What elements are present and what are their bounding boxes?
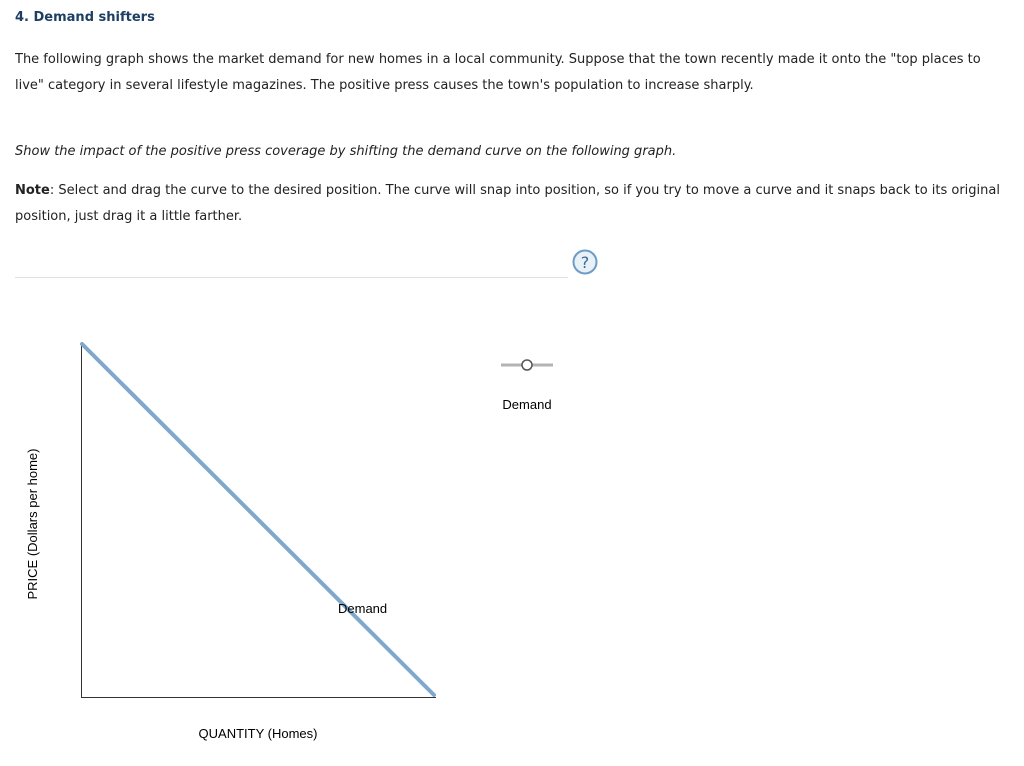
graph-area bbox=[0, 280, 620, 760]
x-axis-label: QUANTITY (Homes) bbox=[198, 726, 318, 741]
svg-text:?: ? bbox=[580, 253, 590, 272]
demand-tool-handle-icon bbox=[522, 360, 532, 370]
divider bbox=[15, 277, 568, 278]
note-label: Note bbox=[15, 183, 50, 198]
note-text bbox=[15, 178, 1005, 230]
note-body: : Select and drag the curve to the desired position. The curve will snap into position, so if you try to move a curve and it snaps back to its original position, just drag it a little farther. bbox=[15, 183, 1000, 224]
demand-tool-label: Demand bbox=[502, 397, 552, 412]
help-button[interactable] bbox=[572, 249, 598, 275]
page-title: 4. Demand shifters bbox=[15, 10, 155, 25]
problem-description: The following graph shows the market demand for new homes in a local community. Suppose that the town recently made it onto the "top places to live" category in several lifestyle magazines. The positive press causes the town's population to increase sharply. bbox=[15, 52, 981, 93]
task-instruction: Show the impact of the positive press coverage by shifting the demand curve on the following graph. bbox=[15, 144, 677, 159]
y-axis-label: PRICE (Dollars per home) bbox=[25, 448, 40, 600]
demand-curve[interactable] bbox=[82, 344, 434, 695]
question-circle-icon bbox=[574, 251, 597, 274]
demand-tool[interactable] bbox=[501, 360, 553, 370]
demand-curve-label: Demand bbox=[338, 601, 388, 616]
